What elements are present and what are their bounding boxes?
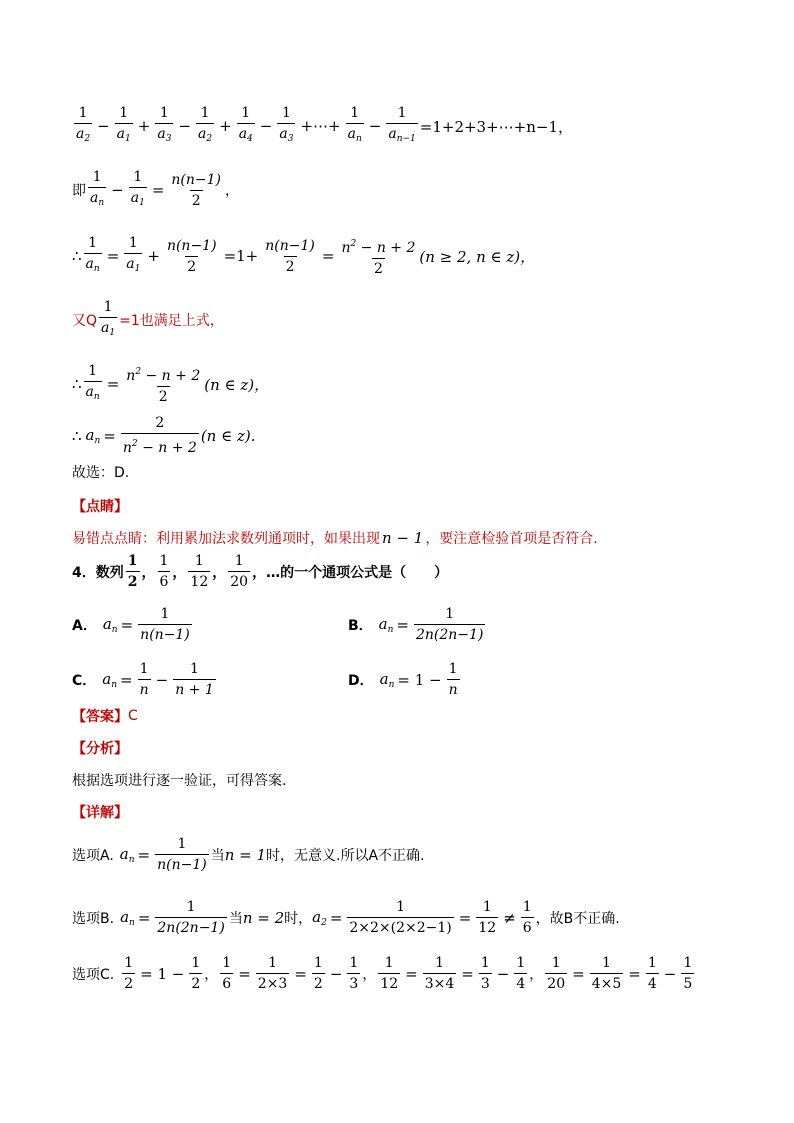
fraction: $\frac{1}{n + 1}$ <box>175 661 214 698</box>
fraction: $\frac{1}{n(n-1)}$ <box>157 836 207 873</box>
detail-text: 时， <box>284 910 313 927</box>
answer-heading: 【答案】 <box>72 709 128 725</box>
fraction: $\frac{n^2 - n + 2}{2}$ <box>126 366 201 405</box>
answer-value: C <box>128 708 138 724</box>
option-b: B． $a_n$ = $\frac{1}{2n(2n-1)}$ <box>348 606 484 643</box>
detail-label: 选项B. <box>72 910 115 927</box>
fraction: $\frac{n(n-1)}{2}$ <box>265 237 315 275</box>
analysis-heading: 【分析】 <box>72 741 128 757</box>
solution-line-2: 即 $\frac{1}{a_n}$ − $\frac{1}{a_1}$ = $\frac{n(n-1)}{2}$ ， <box>72 168 239 212</box>
text: ， <box>225 183 240 199</box>
fraction: $\frac{1}{2}$ <box>191 955 201 992</box>
fraction: $\frac{1}{a_1}$ <box>124 234 142 278</box>
fraction: $\frac{1}{a_4}$ <box>237 104 255 148</box>
fraction: $\frac{1}{5}$ <box>683 955 693 992</box>
fraction: $\frac{1}{3\times 4}$ <box>424 955 455 992</box>
solution-line-4 <box>72 298 224 342</box>
fraction: $\frac{1}{2}$ <box>124 955 134 992</box>
fraction <box>169 171 223 210</box>
fraction: $\frac{1}{a_2}$ <box>74 104 92 148</box>
detail-text: ，故B不正确. <box>535 910 620 927</box>
therefore-symbol: ∴ <box>72 375 82 393</box>
fraction: $\frac{1}{20}$ <box>547 955 566 992</box>
text: 即 <box>72 183 86 199</box>
option-label: A． <box>72 617 97 634</box>
fraction: $\frac{1}{a_n}$ <box>84 362 102 406</box>
fraction: $\frac{1}{a_n}$ <box>88 168 106 212</box>
detail-option-b: 选项B. $a_n$ = $\frac{1}{2n(2n-1)}$ 当 n = 2 时， $a_2$ = $\frac{1}{2\times 2\times(2\times 2-1)}$ = $\frac{1}{12}$ ≠ $\frac{1}{6}$ ，故B不正确. <box>72 899 620 936</box>
text: 又Q <box>72 313 98 329</box>
detail-condition: n = 2 <box>242 908 285 927</box>
detail-condition: n = 1 <box>224 845 267 864</box>
question-stem-text: ，…的一个通项公式是（ ） <box>252 564 449 581</box>
detail-option-c: 选项C. $\frac{1}{2}$ = 1 − $\frac{1}{2}$ ， $\frac{1}{6}$ = $\frac{1}{2\times 3}$ = $\frac{1}{2}$ − $\frac{1}{3}$ ， $\frac{1}{12}$ = $\frac{1}{3\times 4}$ = $\frac{1}{3}$ − $\frac{1}{4}$ ， $\frac{1}{20}$ = $\frac{1}{4\times 5}$ = $\frac{1}{4}$ − $\frac{1}{5}$ <box>72 955 693 992</box>
term-3: $\frac{1}{12}$ <box>190 553 209 590</box>
fraction: $\frac{1}{2}$ <box>313 955 323 992</box>
fraction: $\frac{1}{6}$ <box>222 955 232 992</box>
fraction: $\frac{1}{12}$ <box>478 899 497 936</box>
solution-line-6: ∴ $a_n$ = $\frac{2}{n^2 - n + 2}$ (n ∈ z). <box>72 415 256 456</box>
text: =1也满足上式， <box>119 313 224 329</box>
option-a: A． $a_n$ = $\frac{1}{n(n-1)}$ <box>72 606 190 643</box>
detail-label: 选项C. <box>72 966 115 983</box>
fraction: $\frac{1}{a_3}$ <box>277 104 295 148</box>
detail-text: 时，无意义.所以A不正确. <box>266 847 425 864</box>
therefore-symbol: ∴ <box>72 247 82 265</box>
fraction: $\frac{1}{3}$ <box>480 955 490 992</box>
fraction: $\frac{1}{6}$ <box>522 899 532 936</box>
fraction: $\frac{1}{a_1}$ <box>99 298 117 342</box>
fraction: $\frac{1}{2\times 3}$ <box>257 955 288 992</box>
fraction: $\frac{1}{4}$ <box>647 955 657 992</box>
question-number: 4．数列 <box>72 564 124 581</box>
fraction: $\frac{1}{2n(2n-1)}$ <box>157 899 225 936</box>
denominator: 2 <box>190 190 203 210</box>
fraction: $\frac{n^2 - n + 2}{2}$ <box>341 238 416 277</box>
fraction: $\frac{n(n-1)}{2}$ <box>166 237 217 275</box>
equation-rhs: =1+2+3+⋯+n−1， <box>419 117 574 136</box>
conclusion: 故选：D. <box>72 465 130 481</box>
solution-line-1: $\frac{1}{a_2}$ − $\frac{1}{a_1}$ + $\frac{1}{a_3}$ − $\frac{1}{a_2}$ + $\frac{1}{a_4}$ − $\frac{1}{a_3}$ +⋯+ $\frac{1}{a_n}$ − $\frac{1}{a_{n-1}}$ =1+2+3+⋯+n−1， <box>72 104 573 148</box>
question-4-stem: 4．数列 $\frac{1}{2}$ ， $\frac{1}{6}$ ， $\frac{1}{12}$ ， $\frac{1}{20}$ ，…的一个通项公式是（ ） <box>72 553 449 590</box>
term-2: $\frac{1}{6}$ <box>159 553 169 590</box>
fraction: $\frac{1}{n}$ <box>448 661 458 698</box>
fraction: $\frac{1}{a_{n-1}}$ <box>386 104 417 148</box>
tip-text-c: ，要注意检验首项是否符合. <box>425 531 598 547</box>
solution-line-5: ∴ $\frac{1}{a_n}$ = $\frac{n^2 - n + 2}{2}$ (n ∈ z)， <box>72 363 270 405</box>
fraction: $\frac{1}{2\times 2\times(2\times 2-1)}$ <box>349 899 452 936</box>
tip-text-a: 易错点点睛：利用累加法求数列通项时，如果出现 <box>72 531 380 547</box>
fraction: $\frac{1}{a_1}$ <box>115 104 133 148</box>
numerator: n(n−1) <box>171 171 222 188</box>
detail-text: 当 <box>228 910 243 927</box>
tip-math: n − 1 <box>382 529 424 547</box>
fraction: $\frac{1}{4\times 5}$ <box>591 955 622 992</box>
detail-heading: 【详解】 <box>72 805 128 821</box>
solution-line-3: ∴ $\frac{1}{a_n}$ = $\frac{1}{a_1}$ + $\frac{n(n-1)}{2}$ =1+ $\frac{n(n-1)}{2}$ = $\frac{n^2 - n + 2}{2}$ (n ≥ 2, n ∈ z)， <box>72 235 536 277</box>
fraction: $\frac{1}{2n(2n-1)}$ <box>416 606 484 643</box>
fraction: $\frac{1}{a_n}$ <box>84 234 102 278</box>
fraction: $\frac{1}{a_2}$ <box>196 104 214 148</box>
fraction: $\frac{1}{3}$ <box>349 955 359 992</box>
detail-option-a: 选项A. $a_n$ = $\frac{1}{n(n-1)}$ 当 n = 1 时，无意义.所以A不正确. <box>72 836 425 873</box>
fraction: $\frac{1}{a_1}$ <box>129 168 147 212</box>
answer <box>72 706 138 726</box>
option-label: D． <box>348 672 374 689</box>
condition: (n ∈ z). <box>200 426 256 445</box>
detail-label: 选项A. <box>72 847 114 864</box>
fraction: $\frac{1}{n}$ <box>139 661 149 698</box>
tip-text <box>72 528 598 548</box>
term-1: $\frac{1}{2}$ <box>127 553 138 590</box>
term-4: $\frac{1}{20}$ <box>230 553 249 590</box>
fraction: $\frac{1}{a_3}$ <box>155 104 173 148</box>
option-label: C． <box>72 672 97 689</box>
fraction: $\frac{1}{12}$ <box>380 955 399 992</box>
fraction: $\frac{1}{4}$ <box>516 955 526 992</box>
therefore-symbol: ∴ <box>72 426 82 445</box>
condition: (n ≥ 2, n ∈ z)， <box>419 247 536 266</box>
fraction: $\frac{1}{a_n}$ <box>346 104 364 148</box>
fraction: $\frac{1}{n(n-1)}$ <box>140 606 190 643</box>
fraction: $\frac{2}{n^2 - n + 2}$ <box>122 415 197 456</box>
detail-text: 当 <box>210 847 225 864</box>
analysis-text: 根据选项进行逐一验证，可得答案. <box>72 773 287 789</box>
condition: (n ∈ z)， <box>204 375 270 394</box>
tip-heading: 【点睛】 <box>72 499 128 515</box>
option-d: D． $a_n$ = 1 − $\frac{1}{n}$ <box>348 661 458 698</box>
option-c: C． $a_n$ = $\frac{1}{n}$ − $\frac{1}{n + 1}$ <box>72 661 214 698</box>
option-label: B． <box>348 617 373 634</box>
